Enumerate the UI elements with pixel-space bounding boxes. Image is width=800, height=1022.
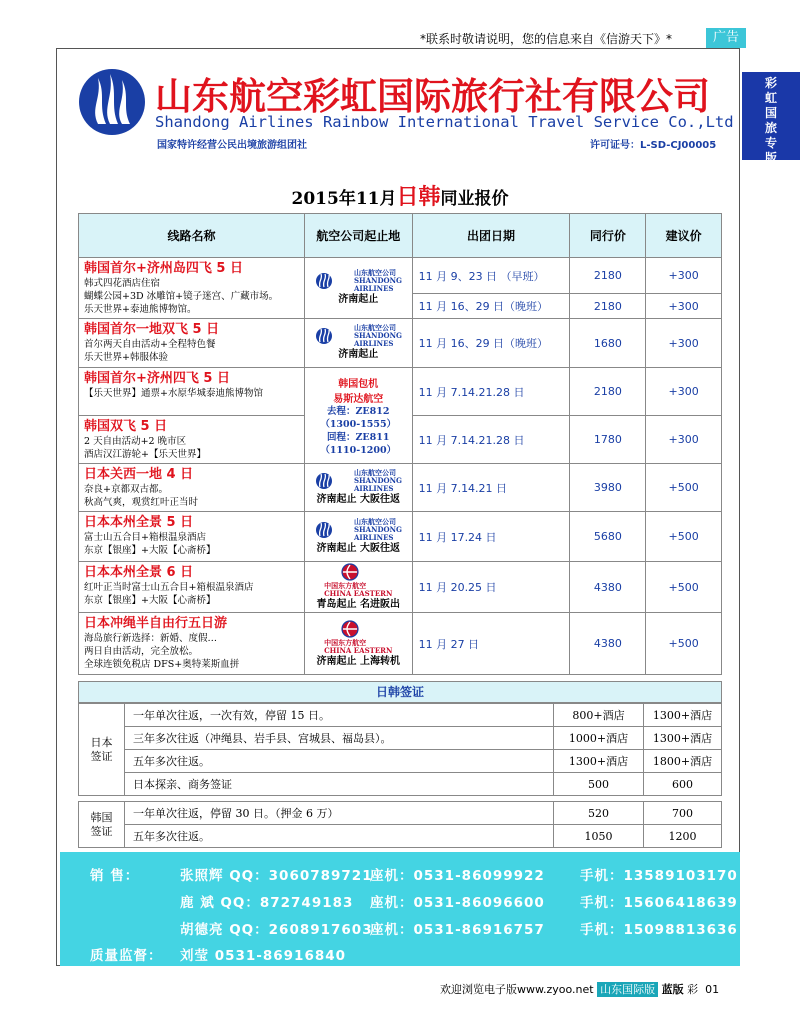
charter-airline: 易斯达航空 bbox=[333, 393, 384, 405]
route-cell bbox=[79, 512, 305, 562]
date-cell: 11 月 16、29 日（晚班） bbox=[412, 319, 570, 368]
visa-price: 800+酒店 bbox=[554, 704, 644, 727]
airline-cell bbox=[304, 512, 412, 562]
route-desc: 红叶正当时富士山五合目+箱根温泉酒店 bbox=[84, 582, 254, 593]
airline-city: 青岛起止 名进阪出 bbox=[316, 599, 400, 610]
contact-row bbox=[90, 918, 738, 938]
contact-row bbox=[90, 944, 370, 964]
visa-item: 五年多次往返。 bbox=[125, 750, 554, 773]
side-tab[interactable] bbox=[742, 72, 800, 165]
airline-cell bbox=[304, 258, 412, 319]
route-name: 日本本州全景 6 日 bbox=[84, 565, 194, 580]
visa-suggest: 1300+酒店 bbox=[644, 704, 722, 727]
visa-row bbox=[79, 825, 722, 848]
route-desc: 富士山五合目+箱根温泉酒店 bbox=[84, 532, 206, 543]
table-row bbox=[79, 512, 722, 562]
footer bbox=[440, 981, 719, 997]
suggest-cell: +300 bbox=[646, 368, 722, 416]
logo-line: SHANDONG bbox=[353, 331, 402, 340]
page-title bbox=[0, 180, 800, 211]
visa-row bbox=[79, 704, 722, 727]
airline-cell bbox=[304, 562, 412, 613]
route-desc: 全球连锁免税店 DFS+奥特莱斯血拼 bbox=[84, 659, 240, 670]
side-tab-char: 彩 bbox=[764, 76, 777, 90]
charter-cell bbox=[304, 368, 412, 464]
logo-line: SHANDONG bbox=[353, 276, 402, 285]
contact-label: 销 售： bbox=[90, 868, 140, 884]
side-tab-char: 旅 bbox=[764, 121, 777, 135]
company-name-en: Shandong Airlines Rainbow International Travel Service Co.,Ltd bbox=[155, 113, 734, 131]
route-name: 韩国双飞 5 日 bbox=[84, 419, 168, 434]
table-row bbox=[79, 319, 722, 368]
license-number: 许可证号：L-SD-CJ00005 bbox=[590, 140, 717, 151]
contact-row bbox=[90, 864, 738, 884]
route-desc: 乐天世界+韩服体验 bbox=[84, 352, 168, 363]
suggest-cell: +300 bbox=[646, 294, 722, 319]
logo-line: SHANDONG bbox=[353, 524, 402, 534]
route-desc: 秋高气爽，观赏红叶正当时 bbox=[84, 497, 199, 508]
visa-row bbox=[79, 773, 722, 796]
price-cell: 1680 bbox=[570, 319, 646, 368]
route-desc: 奈良+京都双古都。 bbox=[84, 484, 168, 495]
side-tab-char: 虹 bbox=[764, 91, 777, 105]
source-notice: *联系时敬请说明，您的信息来自《信游天下》* bbox=[420, 32, 673, 46]
visa-row bbox=[79, 802, 722, 825]
table-row bbox=[79, 368, 722, 416]
route-name: 韩国首尔+济州岛四飞 5 日 bbox=[84, 261, 243, 276]
visa-price: 520 bbox=[554, 802, 644, 825]
visa-price: 1000+酒店 bbox=[554, 727, 644, 750]
contact-name: 刘莹 0531-86916840 bbox=[180, 948, 347, 964]
price-cell: 2180 bbox=[570, 368, 646, 416]
route-name: 日本本州全景 5 日 bbox=[84, 515, 194, 530]
price-cell: 1780 bbox=[570, 416, 646, 464]
route-desc: 蝴蝶公园+3D 冰雕馆+镜子迷宫、广藏市场。 bbox=[84, 291, 279, 302]
logo-line: 山东航空公司 bbox=[353, 323, 396, 332]
visa-item: 日本探亲、商务签证 bbox=[125, 773, 554, 796]
route-desc: 首尔两天自由活动+全程特色餐 bbox=[84, 339, 216, 350]
route-cell bbox=[79, 562, 305, 613]
airline-city: 济南起止 大阪往返 bbox=[316, 493, 400, 505]
route-name: 日本关西一地 4 日 bbox=[84, 467, 194, 482]
airline-city: 济南起止 大阪往返 bbox=[316, 542, 400, 554]
title-post: 同业报价 bbox=[440, 189, 509, 209]
col-header: 航空公司起止地 bbox=[304, 214, 412, 258]
edition-color: 彩 bbox=[687, 983, 699, 996]
col-header: 建议价 bbox=[646, 214, 722, 258]
table-row bbox=[79, 258, 722, 294]
contact-mobile: 手机：13589103170 bbox=[580, 868, 738, 884]
visa-suggest: 700 bbox=[644, 802, 722, 825]
route-name: 日本冲绳半自由行五日游 bbox=[84, 616, 228, 631]
edition-tag: 山东国际版 bbox=[597, 982, 658, 997]
contact-panel bbox=[60, 852, 740, 966]
logo-line: CHINA EASTERN bbox=[324, 645, 393, 655]
logo-line: SHANDONG bbox=[353, 475, 402, 485]
airline-logo-text bbox=[354, 469, 402, 493]
route-desc: 海岛旅行新选择：新婚、度假… bbox=[84, 633, 218, 644]
airline-cell bbox=[304, 613, 412, 675]
suggest-cell: +500 bbox=[646, 512, 722, 562]
date-cell: 11 月 27 日 bbox=[412, 613, 570, 675]
suggest-cell: +500 bbox=[646, 562, 722, 613]
title-red: 日韩 bbox=[396, 184, 441, 210]
route-cell bbox=[79, 258, 305, 319]
route-cell bbox=[79, 613, 305, 675]
col-header: 同行价 bbox=[570, 214, 646, 258]
visa-category-line: 签证 bbox=[90, 749, 113, 763]
ad-tag: 广告 bbox=[706, 28, 746, 48]
visa-item: 三年多次往返（冲绳县、岩手县、宫城县、福岛县）。 bbox=[125, 727, 554, 750]
price-cell: 4380 bbox=[570, 613, 646, 675]
table-row bbox=[79, 562, 722, 613]
price-cell: 5680 bbox=[570, 512, 646, 562]
edition-name: 蓝版 bbox=[661, 983, 684, 996]
side-tab-char: 国 bbox=[764, 106, 777, 120]
logo-line: CHINA EASTERN bbox=[324, 589, 393, 598]
contact-tel: 座机：0531-86096600 bbox=[370, 895, 545, 911]
shandong-airlines-logo-icon bbox=[314, 520, 350, 540]
visa-category bbox=[79, 802, 125, 848]
contact-mobile: 手机：15606418639 bbox=[580, 895, 738, 911]
china-eastern-logo-icon bbox=[340, 619, 376, 639]
date-cell: 11 月 7.14.21 日 bbox=[412, 464, 570, 512]
contact-label: 质量监督： bbox=[90, 948, 163, 964]
shandong-airlines-logo-icon bbox=[314, 326, 350, 346]
charter-line: （1110-1200） bbox=[320, 444, 397, 456]
visa-item: 一年单次往返，停留 30 日。（押金 6 万） bbox=[125, 802, 554, 825]
visa-category-line: 签证 bbox=[90, 824, 113, 838]
visa-price: 500 bbox=[554, 773, 644, 796]
route-name: 韩国首尔+济州四飞 5 日 bbox=[84, 371, 230, 386]
visa-table bbox=[78, 703, 722, 848]
visa-item: 五年多次往返。 bbox=[125, 825, 554, 848]
contact-tel: 座机：0531-86916757 bbox=[370, 922, 545, 938]
footer-link[interactable]: 欢迎浏览电子版www.zyoo.net bbox=[440, 983, 594, 996]
visa-suggest: 1800+酒店 bbox=[644, 750, 722, 773]
china-eastern-logo-icon bbox=[340, 562, 376, 582]
charter-line: 去程：ZE812 bbox=[326, 405, 390, 417]
price-cell: 2180 bbox=[570, 294, 646, 319]
charter-line: （1300-1555） bbox=[320, 418, 397, 430]
suggest-cell: +500 bbox=[646, 464, 722, 512]
contact-name: 张照辉 QQ：3060789721 bbox=[180, 868, 373, 884]
route-desc: 2 天自由活动+2 晚市区 bbox=[84, 436, 187, 447]
visa-suggest: 1300+酒店 bbox=[644, 727, 722, 750]
table-row bbox=[79, 464, 722, 512]
side-tab-char: 版 bbox=[764, 151, 777, 165]
date-cell: 11 月 9、23 日 （早班） bbox=[412, 258, 570, 294]
visa-price: 1050 bbox=[554, 825, 644, 848]
logo-line: 山东航空公司 bbox=[353, 467, 396, 477]
visa-category-line: 韩国 bbox=[90, 810, 113, 824]
price-table bbox=[78, 213, 722, 675]
route-desc: 酒店汉江游轮+【乐天世界】 bbox=[84, 449, 206, 460]
route-desc: 东京【银座】+大阪【心斋桥】 bbox=[84, 545, 216, 556]
price-cell: 3980 bbox=[570, 464, 646, 512]
airline-city: 济南起止 bbox=[338, 349, 379, 360]
route-desc: 两日自由活动，完全放松。 bbox=[84, 646, 199, 657]
company-subtitle: 国家特许经营公民出境旅游组团社 bbox=[157, 140, 307, 151]
airline-logo-text bbox=[354, 269, 402, 293]
charter-title: 韩国包机 bbox=[338, 378, 379, 390]
suggest-cell: +300 bbox=[646, 258, 722, 294]
contact-mobile: 手机：15098813636 bbox=[580, 922, 738, 938]
visa-header: 日韩签证 bbox=[78, 681, 722, 703]
table-header-row bbox=[79, 214, 722, 258]
visa-category bbox=[79, 704, 125, 796]
logo-line: AIRLINES bbox=[353, 339, 394, 348]
contact-tel: 座机：0531-86099922 bbox=[370, 868, 545, 884]
date-cell: 11 月 7.14.21.28 日 bbox=[412, 368, 570, 416]
airline-logo-text bbox=[324, 582, 392, 598]
route-name: 韩国首尔一地双飞 5 日 bbox=[84, 322, 220, 337]
airline-city: 济南起止 bbox=[338, 294, 379, 305]
visa-suggest: 1200 bbox=[644, 825, 722, 848]
visa-row bbox=[79, 750, 722, 773]
route-desc: 【乐天世界】通票+水原华城泰迪熊博物馆 bbox=[84, 388, 263, 399]
airline-cell bbox=[304, 464, 412, 512]
shandong-airlines-logo-icon bbox=[314, 271, 350, 291]
logo-line: 山东航空公司 bbox=[353, 268, 396, 277]
suggest-cell: +300 bbox=[646, 319, 722, 368]
suggest-cell: +300 bbox=[646, 416, 722, 464]
date-cell: 11 月 17.24 日 bbox=[412, 512, 570, 562]
col-header: 出团日期 bbox=[412, 214, 570, 258]
route-cell bbox=[79, 416, 305, 464]
logo-line: AIRLINES bbox=[353, 284, 394, 293]
route-cell bbox=[79, 464, 305, 512]
airline-logo-text bbox=[354, 518, 402, 542]
date-cell: 11 月 20.25 日 bbox=[412, 562, 570, 613]
route-desc: 乐天世界+泰迪熊博物馆。 bbox=[84, 304, 197, 315]
route-desc: 东京【银座】+大阪【心斋桥】 bbox=[84, 595, 216, 606]
suggest-cell: +500 bbox=[646, 613, 722, 675]
col-header: 线路名称 bbox=[79, 214, 305, 258]
route-cell bbox=[79, 368, 305, 416]
page-number: 01 bbox=[705, 983, 720, 996]
shandong-airlines-logo-icon bbox=[314, 471, 350, 491]
route-cell bbox=[79, 319, 305, 368]
route-desc: 韩式四花酒店住宿 bbox=[84, 278, 161, 289]
visa-category-line: 日本 bbox=[90, 735, 113, 749]
logo-line: 中国东方航空 bbox=[324, 581, 367, 590]
price-cell: 2180 bbox=[570, 258, 646, 294]
airline-logo-text bbox=[324, 639, 392, 655]
contact-row bbox=[90, 891, 738, 911]
logo-line: AIRLINES bbox=[353, 532, 394, 542]
airline-cell bbox=[304, 319, 412, 368]
contact-name: 胡德亮 QQ：2608917603 bbox=[180, 922, 373, 938]
logo-line: 中国东方航空 bbox=[324, 637, 367, 647]
airline-logo-text bbox=[354, 324, 402, 348]
visa-suggest: 600 bbox=[644, 773, 722, 796]
table-row bbox=[79, 613, 722, 675]
date-cell: 11 月 16、29 日（晚班） bbox=[412, 294, 570, 319]
logo-line: 山东航空公司 bbox=[353, 516, 396, 526]
company-name-cn: 山东航空彩虹国际旅行社有限公司 bbox=[155, 75, 710, 118]
title-pre: 2015年11月 bbox=[291, 189, 397, 209]
date-cell: 11 月 7.14.21.28 日 bbox=[412, 416, 570, 464]
visa-row bbox=[79, 727, 722, 750]
side-tab-char: 专 bbox=[764, 136, 777, 150]
contact-name: 鹿 斌 QQ：872749183 bbox=[180, 895, 354, 911]
visa-price: 1300+酒店 bbox=[554, 750, 644, 773]
company-logo-icon bbox=[76, 64, 148, 136]
price-cell: 4380 bbox=[570, 562, 646, 613]
charter-line: 回程：ZE811 bbox=[326, 431, 390, 443]
airline-city: 济南起止 上海转机 bbox=[316, 655, 400, 667]
visa-item: 一年单次往返，一次有效，停留 15 日。 bbox=[125, 704, 554, 727]
logo-line: AIRLINES bbox=[353, 483, 394, 493]
